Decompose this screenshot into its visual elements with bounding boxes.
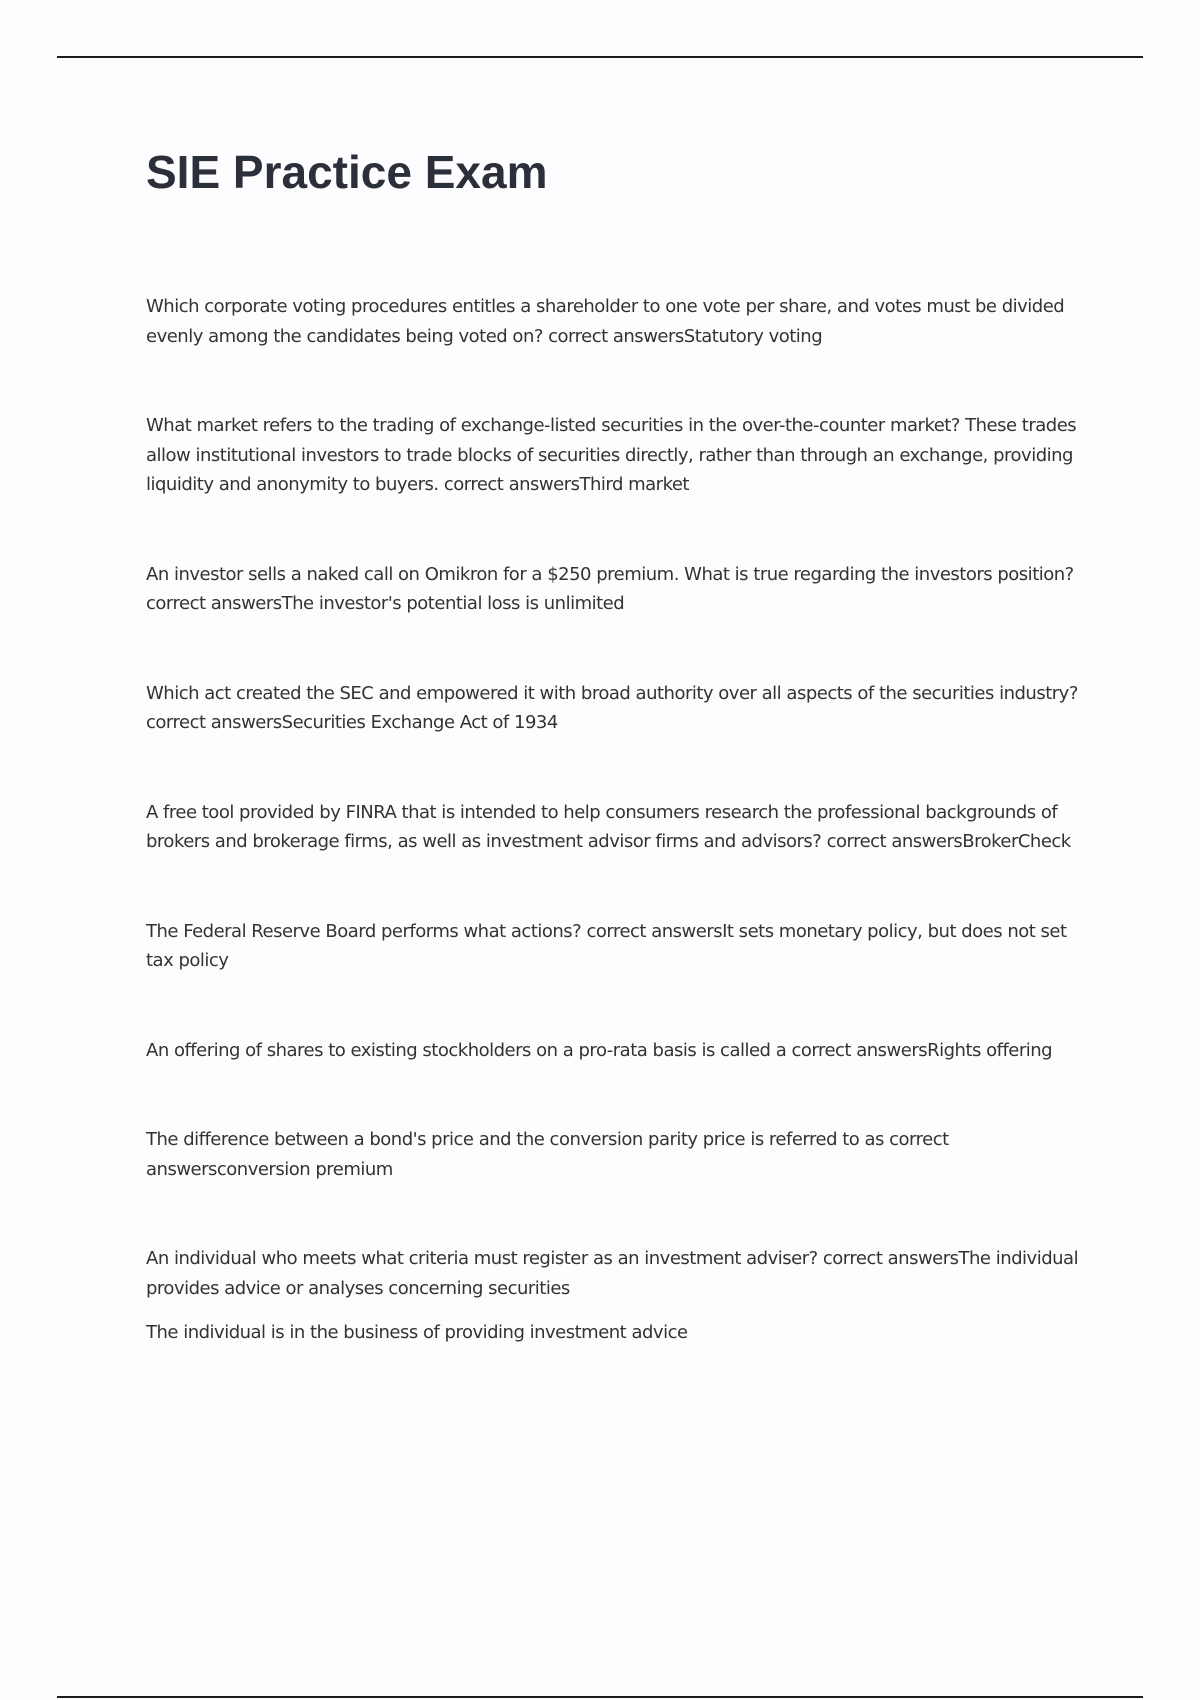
question-item-6: The Federal Reserve Board performs what actions? correct answersIt sets monetary policy, but does not set tax policy	[146, 920, 1067, 971]
question-item-7: An offering of shares to existing stockholders on a pro-rata basis is called a correct answersRights offering	[146, 1039, 1053, 1061]
question-item-9-note: The individual is in the business of providing investment advice	[146, 1322, 688, 1343]
question-item-5: A free tool provided by FINRA that is intended to help consumers research the professional backgrounds of brokers and brokerage firms, as well as investment advisor firms and advisors? correct answersBrokerCheck	[146, 801, 1071, 852]
bottom-rule	[57, 1696, 1143, 1698]
question-item-9: An individual who meets what criteria must register as an investment adviser? correct answersThe individual provides advice or analyses concerning securities	[146, 1248, 1079, 1299]
top-rule	[57, 56, 1143, 58]
question-item-8: The difference between a bond's price and the conversion parity price is referred to as correct answersconversion premium	[146, 1129, 949, 1180]
question-item-1: Which corporate voting procedures entitles a shareholder to one vote per share, and votes must be divided evenly among the candidates being voted on? correct answersStatutory voting	[146, 296, 1065, 347]
question-item-2: What market refers to the trading of exchange-listed securities in the over-the-counter market? These trades allow institutional investors to trade blocks of securities directly, rather than through an exchange, providing liquidity and anonymity to buyers. correct answersThird market	[146, 415, 1077, 495]
question-item-3: An investor sells a naked call on Omikron for a $250 premium. What is true regarding the investors position? correct answersThe investor's potential loss is unlimited	[146, 563, 1074, 614]
question-item-4: Which act created the SEC and empowered it with broad authority over all aspects of the securities industry? correct answersSecurities Exchange Act of 1934	[146, 682, 1078, 733]
question-list	[146, 292, 1091, 1348]
page-title: SIE Practice Exam	[146, 146, 548, 198]
